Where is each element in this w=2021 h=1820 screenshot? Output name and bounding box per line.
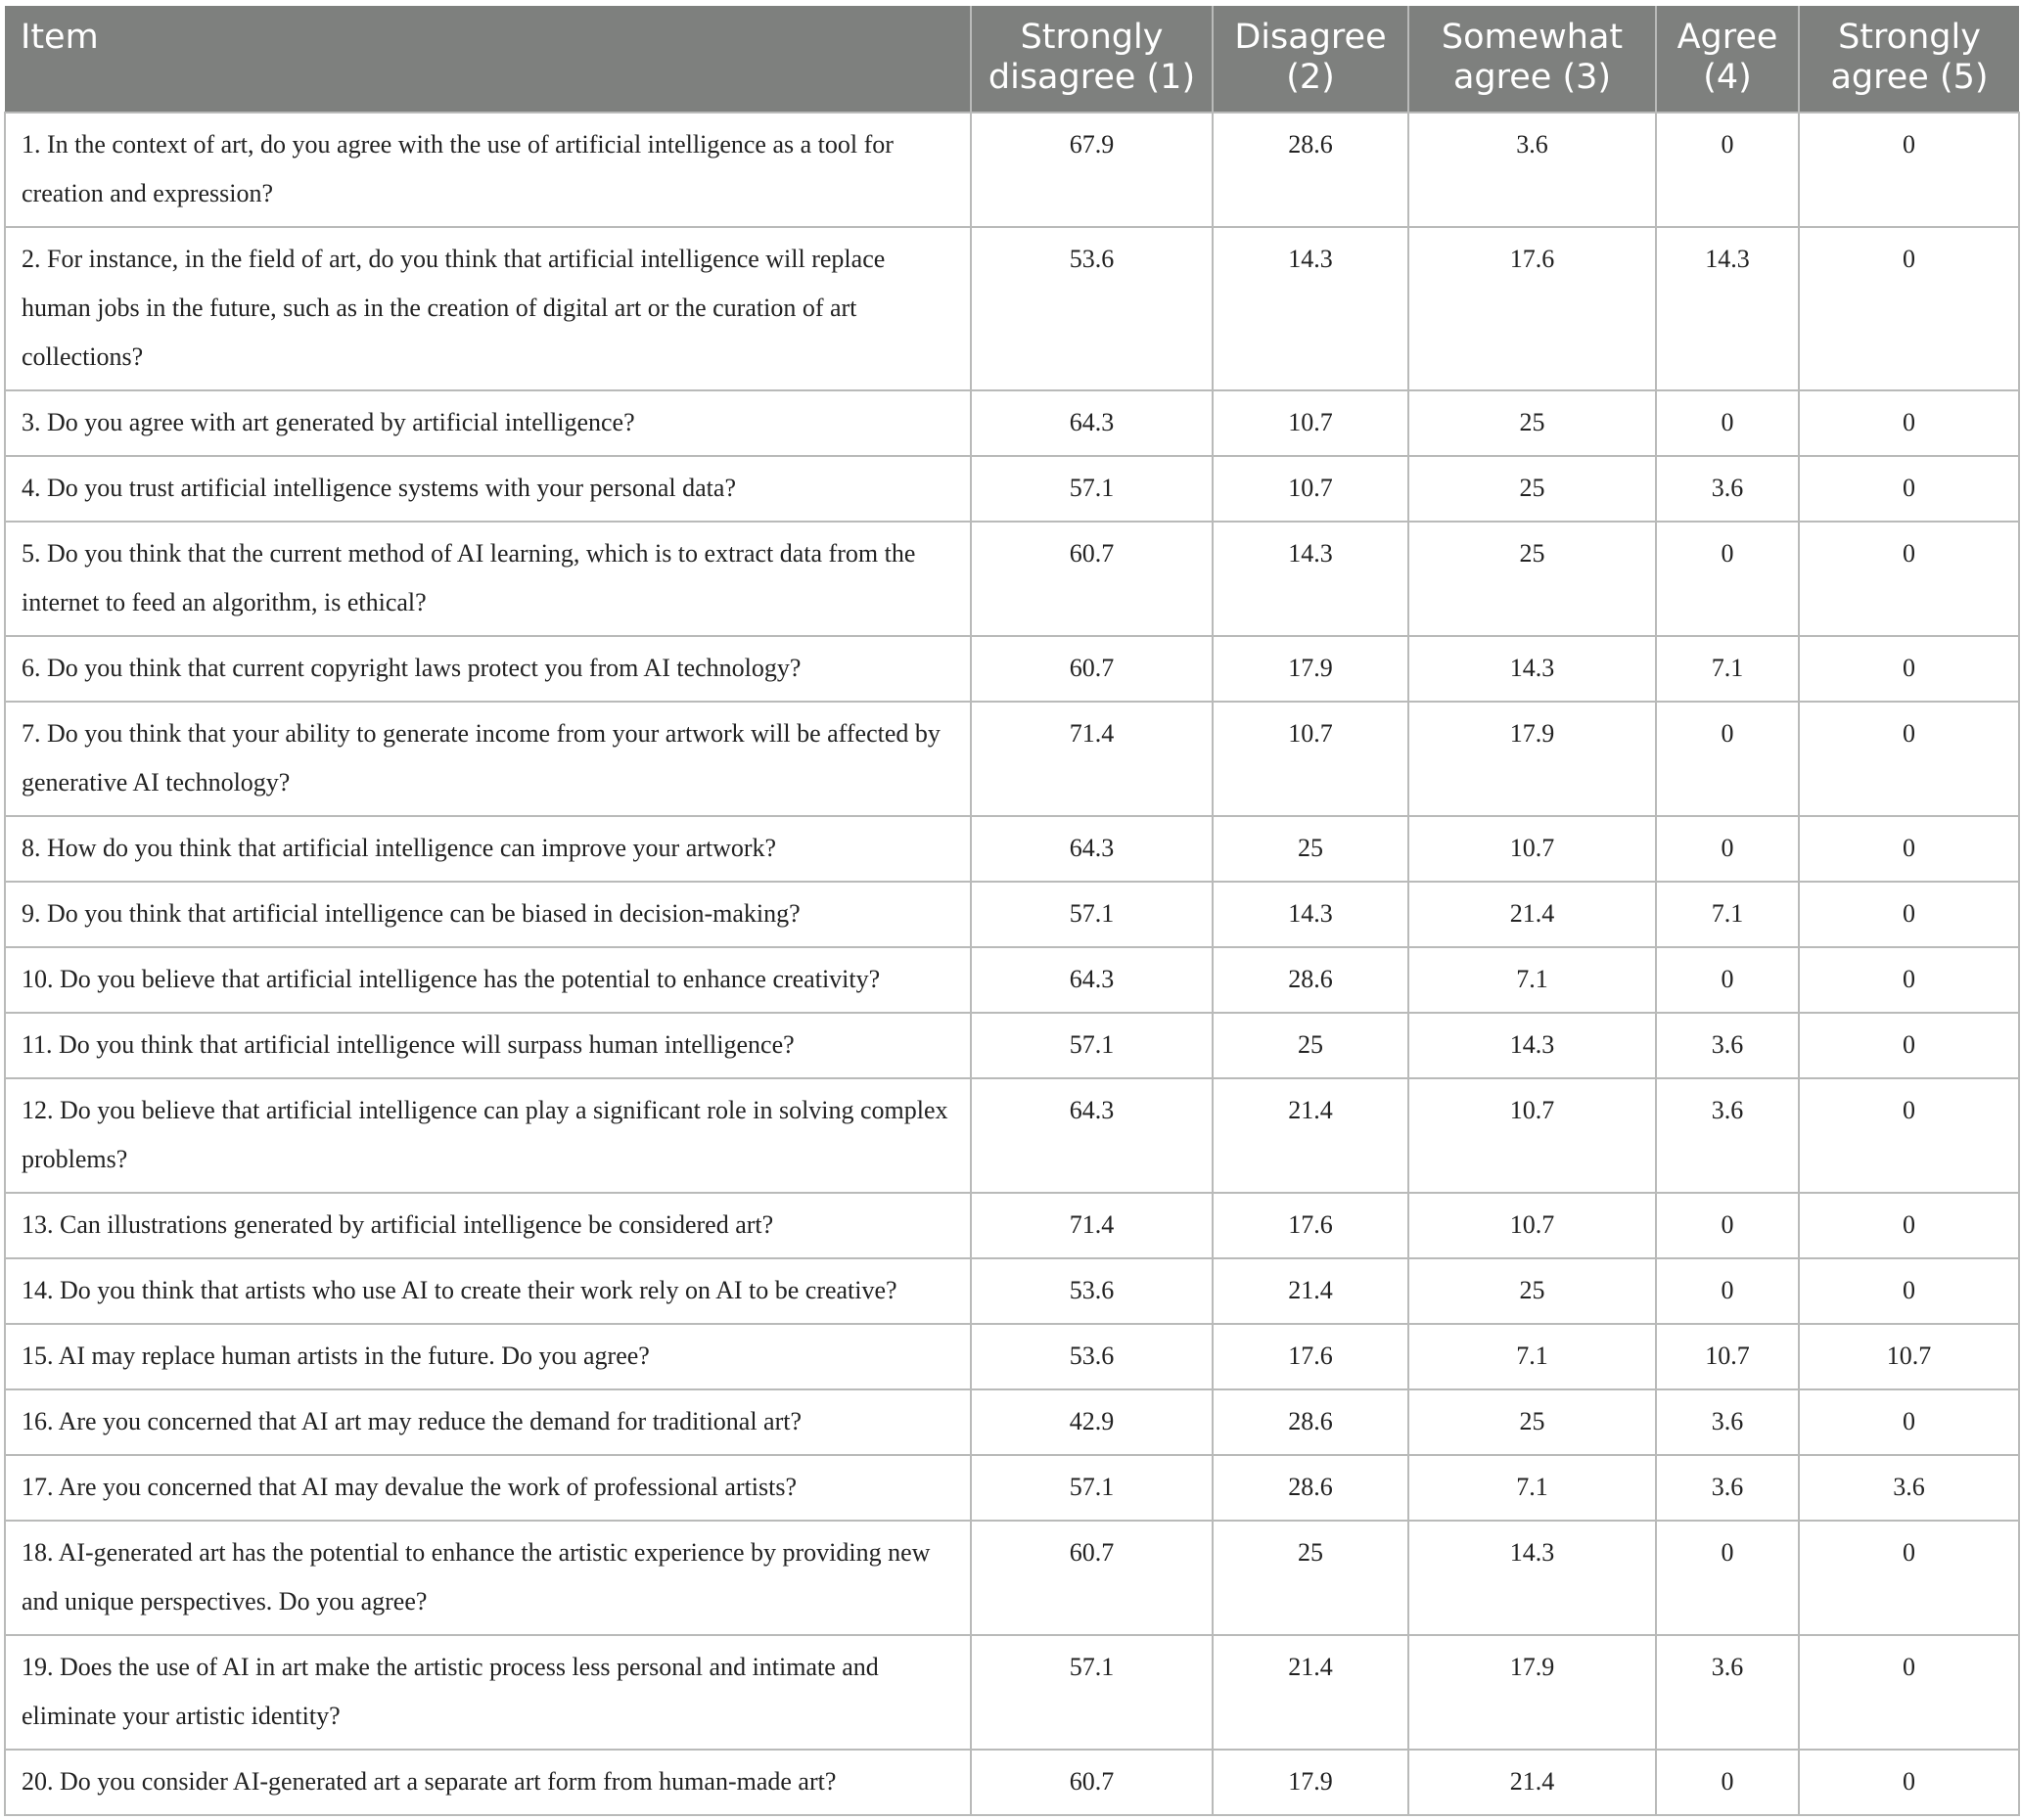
table-row bbox=[5, 1389, 2019, 1455]
header-item: Item bbox=[5, 6, 971, 113]
value-cell-strongly-agree: 0 bbox=[1799, 636, 2019, 702]
value-cell-strongly-disagree: 60.7 bbox=[971, 1521, 1213, 1635]
header-somewhat-agree: Somewhat agree (3) bbox=[1408, 6, 1656, 113]
value-cell-strongly-disagree: 53.6 bbox=[971, 227, 1213, 390]
table-row bbox=[5, 1635, 2019, 1750]
value-cell-strongly-disagree: 60.7 bbox=[971, 522, 1213, 636]
value-cell-somewhat-agree: 10.7 bbox=[1408, 1078, 1656, 1193]
value-cell-disagree: 25 bbox=[1213, 1521, 1408, 1635]
value-cell-strongly-agree: 0 bbox=[1799, 1078, 2019, 1193]
item-cell: 2. For instance, in the field of art, do you think that artificial intelligence will replace human jobs in the future, such as in the creation of digital art or the curation of art collections? bbox=[5, 227, 971, 390]
value-cell-agree: 0 bbox=[1656, 522, 1799, 636]
value-cell-agree: 3.6 bbox=[1656, 1455, 1799, 1521]
value-cell-strongly-disagree: 60.7 bbox=[971, 636, 1213, 702]
value-cell-agree: 7.1 bbox=[1656, 636, 1799, 702]
table-row bbox=[5, 522, 2019, 636]
table-row bbox=[5, 882, 2019, 947]
item-cell: 8. How do you think that artificial intelligence can improve your artwork? bbox=[5, 816, 971, 882]
value-cell-somewhat-agree: 3.6 bbox=[1408, 113, 1656, 227]
item-cell: 3. Do you agree with art generated by artificial intelligence? bbox=[5, 390, 971, 456]
value-cell-strongly-agree: 0 bbox=[1799, 227, 2019, 390]
value-cell-disagree: 28.6 bbox=[1213, 947, 1408, 1013]
value-cell-somewhat-agree: 7.1 bbox=[1408, 1455, 1656, 1521]
item-cell: 7. Do you think that your ability to generate income from your artwork will be affected by generative AI technology? bbox=[5, 702, 971, 816]
value-cell-disagree: 21.4 bbox=[1213, 1258, 1408, 1324]
item-cell: 4. Do you trust artificial intelligence systems with your personal data? bbox=[5, 456, 971, 522]
value-cell-agree: 0 bbox=[1656, 1193, 1799, 1258]
table-row bbox=[5, 702, 2019, 816]
value-cell-disagree: 28.6 bbox=[1213, 113, 1408, 227]
value-cell-agree: 7.1 bbox=[1656, 882, 1799, 947]
table-row bbox=[5, 816, 2019, 882]
value-cell-disagree: 25 bbox=[1213, 816, 1408, 882]
header-row bbox=[5, 6, 2019, 113]
value-cell-disagree: 14.3 bbox=[1213, 227, 1408, 390]
value-cell-somewhat-agree: 17.6 bbox=[1408, 227, 1656, 390]
value-cell-agree: 3.6 bbox=[1656, 1013, 1799, 1078]
table-row bbox=[5, 1013, 2019, 1078]
item-cell: 10. Do you believe that artificial intelligence has the potential to enhance creativity? bbox=[5, 947, 971, 1013]
table-row bbox=[5, 1521, 2019, 1635]
value-cell-strongly-agree: 0 bbox=[1799, 1750, 2019, 1815]
value-cell-strongly-agree: 10.7 bbox=[1799, 1324, 2019, 1389]
table-row bbox=[5, 1750, 2019, 1815]
value-cell-disagree: 14.3 bbox=[1213, 882, 1408, 947]
value-cell-agree: 0 bbox=[1656, 1258, 1799, 1324]
value-cell-disagree: 17.9 bbox=[1213, 1750, 1408, 1815]
value-cell-somewhat-agree: 14.3 bbox=[1408, 636, 1656, 702]
item-cell: 12. Do you believe that artificial intelligence can play a significant role in solving complex problems? bbox=[5, 1078, 971, 1193]
table-row bbox=[5, 113, 2019, 227]
table-row bbox=[5, 636, 2019, 702]
value-cell-agree: 0 bbox=[1656, 390, 1799, 456]
value-cell-agree: 0 bbox=[1656, 816, 1799, 882]
value-cell-strongly-disagree: 42.9 bbox=[971, 1389, 1213, 1455]
item-cell: 17. Are you concerned that AI may devalue the work of professional artists? bbox=[5, 1455, 971, 1521]
table-row bbox=[5, 456, 2019, 522]
value-cell-somewhat-agree: 10.7 bbox=[1408, 1193, 1656, 1258]
value-cell-somewhat-agree: 7.1 bbox=[1408, 947, 1656, 1013]
value-cell-strongly-disagree: 71.4 bbox=[971, 1193, 1213, 1258]
value-cell-somewhat-agree: 21.4 bbox=[1408, 882, 1656, 947]
header-strongly-disagree: Strongly disagree (1) bbox=[971, 6, 1213, 113]
value-cell-disagree: 21.4 bbox=[1213, 1078, 1408, 1193]
table-header bbox=[5, 6, 2019, 113]
value-cell-disagree: 28.6 bbox=[1213, 1389, 1408, 1455]
table-row bbox=[5, 947, 2019, 1013]
value-cell-agree: 0 bbox=[1656, 1750, 1799, 1815]
value-cell-strongly-disagree: 60.7 bbox=[971, 1750, 1213, 1815]
item-cell: 14. Do you think that artists who use AI to create their work rely on AI to be creative? bbox=[5, 1258, 971, 1324]
value-cell-strongly-agree: 0 bbox=[1799, 1635, 2019, 1750]
value-cell-strongly-disagree: 64.3 bbox=[971, 390, 1213, 456]
value-cell-agree: 3.6 bbox=[1656, 1389, 1799, 1455]
value-cell-strongly-agree: 0 bbox=[1799, 1521, 2019, 1635]
item-cell: 13. Can illustrations generated by artificial intelligence be considered art? bbox=[5, 1193, 971, 1258]
value-cell-agree: 0 bbox=[1656, 947, 1799, 1013]
item-cell: 18. AI-generated art has the potential to enhance the artistic experience by providing new and unique perspectives. Do you agree? bbox=[5, 1521, 971, 1635]
value-cell-strongly-agree: 0 bbox=[1799, 1193, 2019, 1258]
value-cell-disagree: 14.3 bbox=[1213, 522, 1408, 636]
item-cell: 11. Do you think that artificial intelligence will surpass human intelligence? bbox=[5, 1013, 971, 1078]
value-cell-strongly-agree: 0 bbox=[1799, 882, 2019, 947]
value-cell-strongly-disagree: 64.3 bbox=[971, 947, 1213, 1013]
item-cell: 16. Are you concerned that AI art may reduce the demand for traditional art? bbox=[5, 1389, 971, 1455]
table-row bbox=[5, 1193, 2019, 1258]
value-cell-strongly-disagree: 67.9 bbox=[971, 113, 1213, 227]
item-cell: 19. Does the use of AI in art make the artistic process less personal and intimate and eliminate your artistic identity? bbox=[5, 1635, 971, 1750]
value-cell-strongly-disagree: 53.6 bbox=[971, 1324, 1213, 1389]
value-cell-agree: 3.6 bbox=[1656, 456, 1799, 522]
value-cell-strongly-agree: 0 bbox=[1799, 816, 2019, 882]
value-cell-strongly-disagree: 57.1 bbox=[971, 1013, 1213, 1078]
value-cell-strongly-disagree: 64.3 bbox=[971, 1078, 1213, 1193]
value-cell-strongly-disagree: 53.6 bbox=[971, 1258, 1213, 1324]
value-cell-strongly-agree: 0 bbox=[1799, 456, 2019, 522]
value-cell-somewhat-agree: 17.9 bbox=[1408, 1635, 1656, 1750]
value-cell-agree: 3.6 bbox=[1656, 1635, 1799, 1750]
value-cell-strongly-disagree: 57.1 bbox=[971, 1455, 1213, 1521]
value-cell-agree: 0 bbox=[1656, 1521, 1799, 1635]
value-cell-agree: 0 bbox=[1656, 702, 1799, 816]
item-cell: 6. Do you think that current copyright laws protect you from AI technology? bbox=[5, 636, 971, 702]
value-cell-disagree: 25 bbox=[1213, 1013, 1408, 1078]
survey-table bbox=[4, 6, 2020, 1816]
table-row bbox=[5, 1324, 2019, 1389]
value-cell-somewhat-agree: 17.9 bbox=[1408, 702, 1656, 816]
value-cell-strongly-disagree: 57.1 bbox=[971, 1635, 1213, 1750]
value-cell-agree: 14.3 bbox=[1656, 227, 1799, 390]
value-cell-agree: 3.6 bbox=[1656, 1078, 1799, 1193]
value-cell-somewhat-agree: 25 bbox=[1408, 456, 1656, 522]
value-cell-somewhat-agree: 25 bbox=[1408, 1258, 1656, 1324]
value-cell-disagree: 10.7 bbox=[1213, 702, 1408, 816]
header-strongly-agree: Strongly agree (5) bbox=[1799, 6, 2019, 113]
table-row bbox=[5, 1258, 2019, 1324]
value-cell-somewhat-agree: 7.1 bbox=[1408, 1324, 1656, 1389]
value-cell-somewhat-agree: 14.3 bbox=[1408, 1521, 1656, 1635]
value-cell-agree: 0 bbox=[1656, 113, 1799, 227]
value-cell-somewhat-agree: 25 bbox=[1408, 522, 1656, 636]
value-cell-disagree: 10.7 bbox=[1213, 390, 1408, 456]
value-cell-strongly-agree: 0 bbox=[1799, 947, 2019, 1013]
value-cell-disagree: 28.6 bbox=[1213, 1455, 1408, 1521]
value-cell-somewhat-agree: 10.7 bbox=[1408, 816, 1656, 882]
table-row bbox=[5, 227, 2019, 390]
value-cell-disagree: 10.7 bbox=[1213, 456, 1408, 522]
value-cell-strongly-agree: 3.6 bbox=[1799, 1455, 2019, 1521]
value-cell-strongly-agree: 0 bbox=[1799, 702, 2019, 816]
value-cell-strongly-disagree: 57.1 bbox=[971, 456, 1213, 522]
value-cell-agree: 10.7 bbox=[1656, 1324, 1799, 1389]
table-row bbox=[5, 1078, 2019, 1193]
value-cell-somewhat-agree: 25 bbox=[1408, 390, 1656, 456]
header-disagree: Disagree (2) bbox=[1213, 6, 1408, 113]
value-cell-strongly-agree: 0 bbox=[1799, 1258, 2019, 1324]
table-body bbox=[5, 113, 2019, 1815]
value-cell-somewhat-agree: 21.4 bbox=[1408, 1750, 1656, 1815]
value-cell-strongly-agree: 0 bbox=[1799, 522, 2019, 636]
value-cell-strongly-agree: 0 bbox=[1799, 1013, 2019, 1078]
value-cell-strongly-agree: 0 bbox=[1799, 113, 2019, 227]
item-cell: 15. AI may replace human artists in the future. Do you agree? bbox=[5, 1324, 971, 1389]
value-cell-strongly-agree: 0 bbox=[1799, 390, 2019, 456]
table-row bbox=[5, 1455, 2019, 1521]
value-cell-disagree: 17.9 bbox=[1213, 636, 1408, 702]
value-cell-strongly-disagree: 71.4 bbox=[971, 702, 1213, 816]
value-cell-strongly-agree: 0 bbox=[1799, 1389, 2019, 1455]
item-cell: 20. Do you consider AI-generated art a separate art form from human-made art? bbox=[5, 1750, 971, 1815]
value-cell-disagree: 17.6 bbox=[1213, 1193, 1408, 1258]
table-row bbox=[5, 390, 2019, 456]
value-cell-somewhat-agree: 25 bbox=[1408, 1389, 1656, 1455]
item-cell: 9. Do you think that artificial intelligence can be biased in decision-making? bbox=[5, 882, 971, 947]
item-cell: 1. In the context of art, do you agree with the use of artificial intelligence as a tool for creation and expression? bbox=[5, 113, 971, 227]
value-cell-disagree: 21.4 bbox=[1213, 1635, 1408, 1750]
header-agree: Agree (4) bbox=[1656, 6, 1799, 113]
value-cell-strongly-disagree: 57.1 bbox=[971, 882, 1213, 947]
value-cell-somewhat-agree: 14.3 bbox=[1408, 1013, 1656, 1078]
value-cell-strongly-disagree: 64.3 bbox=[971, 816, 1213, 882]
value-cell-disagree: 17.6 bbox=[1213, 1324, 1408, 1389]
item-cell: 5. Do you think that the current method of AI learning, which is to extract data from the internet to feed an algorithm, is ethical? bbox=[5, 522, 971, 636]
